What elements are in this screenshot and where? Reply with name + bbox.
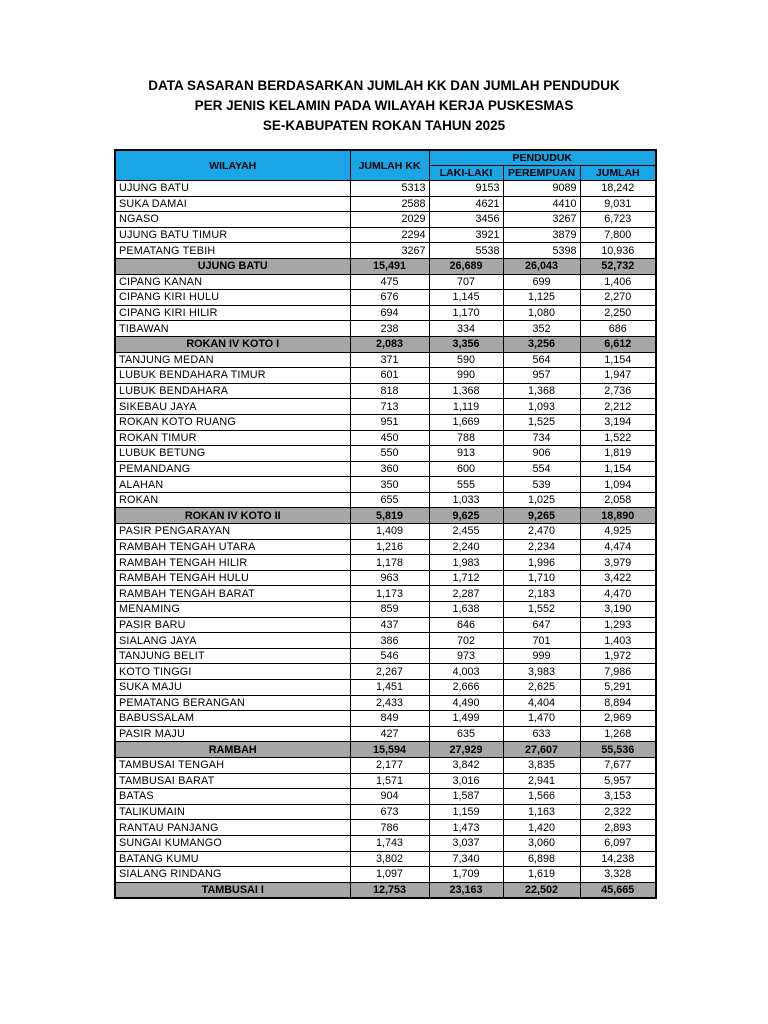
title-line-3: SE-KABUPATEN ROKAN TAHUN 2025 — [262, 118, 506, 133]
cell-perempuan: 2,941 — [503, 773, 580, 789]
cell-jumlah: 6,612 — [580, 336, 656, 352]
cell-jumlah-kk: 2,433 — [350, 695, 429, 711]
table-row — [115, 352, 656, 368]
cell-perempuan: 3,256 — [503, 336, 580, 352]
cell-jumlah-kk: 5313 — [350, 181, 429, 197]
cell-jumlah: 6,723 — [580, 212, 656, 228]
cell-jumlah-kk: 550 — [350, 446, 429, 462]
cell-wilayah: PEMATANG TEBIH — [115, 243, 350, 259]
cell-wilayah: SUKA DAMAI — [115, 196, 350, 212]
cell-jumlah-kk: 437 — [350, 617, 429, 633]
cell-jumlah: 9,031 — [580, 196, 656, 212]
cell-laki-laki: 1,145 — [429, 290, 503, 306]
cell-jumlah: 1,154 — [580, 461, 656, 477]
table-row — [115, 648, 656, 664]
cell-jumlah: 1,403 — [580, 633, 656, 649]
cell-jumlah: 18,242 — [580, 181, 656, 197]
cell-jumlah-kk: 475 — [350, 274, 429, 290]
cell-laki-laki: 3,842 — [429, 757, 503, 773]
table-header — [115, 150, 656, 181]
cell-laki-laki: 23,163 — [429, 882, 503, 898]
cell-wilayah: CIPANG KIRI HULU — [115, 290, 350, 306]
cell-wilayah: ROKAN KOTO RUANG — [115, 414, 350, 430]
cell-perempuan: 1,470 — [503, 711, 580, 727]
cell-wilayah: RAMBAH TENGAH BARAT — [115, 586, 350, 602]
cell-jumlah: 7,800 — [580, 227, 656, 243]
cell-jumlah: 2,322 — [580, 804, 656, 820]
cell-jumlah: 3,194 — [580, 414, 656, 430]
cell-perempuan: 701 — [503, 633, 580, 649]
cell-jumlah-kk: 546 — [350, 648, 429, 664]
cell-laki-laki: 4,003 — [429, 664, 503, 680]
table-body — [115, 181, 656, 899]
cell-jumlah-kk: 360 — [350, 461, 429, 477]
table-row — [115, 711, 656, 727]
cell-laki-laki: 9153 — [429, 181, 503, 197]
table-row — [115, 757, 656, 773]
cell-jumlah: 2,270 — [580, 290, 656, 306]
cell-perempuan: 957 — [503, 368, 580, 384]
cell-laki-laki: 334 — [429, 321, 503, 337]
cell-perempuan: 2,470 — [503, 524, 580, 540]
table-row — [115, 305, 656, 321]
cell-laki-laki: 1,638 — [429, 602, 503, 618]
cell-laki-laki: 9,625 — [429, 508, 503, 524]
cell-laki-laki: 26,689 — [429, 258, 503, 274]
subtotal-row — [115, 258, 656, 274]
cell-laki-laki: 4,490 — [429, 695, 503, 711]
cell-perempuan: 1,552 — [503, 602, 580, 618]
table-row — [115, 804, 656, 820]
cell-jumlah: 3,328 — [580, 867, 656, 883]
cell-perempuan: 5398 — [503, 243, 580, 259]
cell-perempuan: 734 — [503, 430, 580, 446]
cell-jumlah-kk: 1,743 — [350, 835, 429, 851]
cell-laki-laki: 5538 — [429, 243, 503, 259]
cell-wilayah: RAMBAH TENGAH UTARA — [115, 539, 350, 555]
cell-jumlah-kk: 2,177 — [350, 757, 429, 773]
cell-wilayah: BATANG KUMU — [115, 851, 350, 867]
cell-jumlah: 7,677 — [580, 757, 656, 773]
cell-jumlah: 1,947 — [580, 368, 656, 384]
cell-jumlah: 18,890 — [580, 508, 656, 524]
cell-jumlah: 5,957 — [580, 773, 656, 789]
table-row — [115, 243, 656, 259]
cell-jumlah-kk: 386 — [350, 633, 429, 649]
cell-wilayah: LUBUK BETUNG — [115, 446, 350, 462]
cell-wilayah: TIBAWAN — [115, 321, 350, 337]
table-row — [115, 617, 656, 633]
table-row — [115, 227, 656, 243]
cell-jumlah-kk: 12,753 — [350, 882, 429, 898]
cell-jumlah-kk: 1,571 — [350, 773, 429, 789]
table-row — [115, 555, 656, 571]
cell-laki-laki: 635 — [429, 726, 503, 742]
cell-perempuan: 27,607 — [503, 742, 580, 758]
cell-jumlah-kk: 818 — [350, 383, 429, 399]
cell-jumlah-kk: 1,178 — [350, 555, 429, 571]
table-row — [115, 321, 656, 337]
cell-wilayah: BABUSSALAM — [115, 711, 350, 727]
cell-jumlah: 55,536 — [580, 742, 656, 758]
cell-jumlah: 4,470 — [580, 586, 656, 602]
table-row — [115, 789, 656, 805]
cell-perempuan: 564 — [503, 352, 580, 368]
cell-wilayah: PEMATANG BERANGAN — [115, 695, 350, 711]
cell-jumlah-kk: 2029 — [350, 212, 429, 228]
cell-wilayah: TAMBUSAI TENGAH — [115, 757, 350, 773]
cell-laki-laki: 788 — [429, 430, 503, 446]
cell-laki-laki: 3,016 — [429, 773, 503, 789]
cell-perempuan: 3,835 — [503, 757, 580, 773]
cell-jumlah: 5,291 — [580, 680, 656, 696]
cell-wilayah: UJUNG BATU — [115, 258, 350, 274]
cell-laki-laki: 707 — [429, 274, 503, 290]
cell-jumlah-kk: 238 — [350, 321, 429, 337]
cell-jumlah-kk: 1,216 — [350, 539, 429, 555]
cell-jumlah-kk: 2,267 — [350, 664, 429, 680]
cell-perempuan: 3,060 — [503, 835, 580, 851]
cell-wilayah: PASIR PENGARAYAN — [115, 524, 350, 540]
table-row — [115, 867, 656, 883]
table-row — [115, 196, 656, 212]
cell-wilayah: CIPANG KANAN — [115, 274, 350, 290]
cell-perempuan: 9,265 — [503, 508, 580, 524]
cell-jumlah-kk: 15,594 — [350, 742, 429, 758]
cell-perempuan: 2,183 — [503, 586, 580, 602]
cell-laki-laki: 590 — [429, 352, 503, 368]
cell-jumlah: 1,094 — [580, 477, 656, 493]
header-jumlah: JUMLAH — [580, 166, 656, 181]
cell-wilayah: BATAS — [115, 789, 350, 805]
table-row — [115, 368, 656, 384]
subtotal-row — [115, 882, 656, 898]
cell-perempuan: 1,996 — [503, 555, 580, 571]
subtotal-row — [115, 336, 656, 352]
cell-jumlah-kk: 694 — [350, 305, 429, 321]
cell-perempuan: 1,525 — [503, 414, 580, 430]
cell-laki-laki: 4621 — [429, 196, 503, 212]
cell-jumlah: 686 — [580, 321, 656, 337]
cell-jumlah: 2,212 — [580, 399, 656, 415]
cell-jumlah: 2,893 — [580, 820, 656, 836]
cell-laki-laki: 1,499 — [429, 711, 503, 727]
cell-jumlah-kk: 676 — [350, 290, 429, 306]
cell-perempuan: 1,420 — [503, 820, 580, 836]
table-row — [115, 695, 656, 711]
cell-jumlah: 3,190 — [580, 602, 656, 618]
cell-perempuan: 633 — [503, 726, 580, 742]
cell-perempuan: 3879 — [503, 227, 580, 243]
cell-perempuan: 1,619 — [503, 867, 580, 883]
cell-laki-laki: 1,709 — [429, 867, 503, 883]
cell-wilayah: ROKAN IV KOTO I — [115, 336, 350, 352]
cell-laki-laki: 973 — [429, 648, 503, 664]
table-row — [115, 212, 656, 228]
cell-perempuan: 4410 — [503, 196, 580, 212]
cell-jumlah: 14,238 — [580, 851, 656, 867]
table-row — [115, 290, 656, 306]
cell-laki-laki: 1,983 — [429, 555, 503, 571]
cell-laki-laki: 1,587 — [429, 789, 503, 805]
title-line-2: PER JENIS KELAMIN PADA WILAYAH KERJA PUSKESMAS — [194, 98, 574, 113]
cell-wilayah: ALAHAN — [115, 477, 350, 493]
cell-perempuan: 1,163 — [503, 804, 580, 820]
cell-perempuan: 1,080 — [503, 305, 580, 321]
table-row — [115, 446, 656, 462]
cell-jumlah-kk: 3267 — [350, 243, 429, 259]
cell-wilayah: ROKAN IV KOTO II — [115, 508, 350, 524]
cell-jumlah: 3,979 — [580, 555, 656, 571]
header-penduduk: PENDUDUK — [429, 150, 656, 166]
header-jumlah-kk: JUMLAH KK — [350, 150, 429, 181]
cell-jumlah-kk: 673 — [350, 804, 429, 820]
cell-laki-laki: 3,037 — [429, 835, 503, 851]
cell-jumlah-kk: 786 — [350, 820, 429, 836]
cell-laki-laki: 555 — [429, 477, 503, 493]
table-row — [115, 181, 656, 197]
header-laki-laki: LAKI-LAKI — [429, 166, 503, 181]
cell-laki-laki: 2,287 — [429, 586, 503, 602]
cell-jumlah: 4,925 — [580, 524, 656, 540]
cell-jumlah: 2,736 — [580, 383, 656, 399]
cell-laki-laki: 1,033 — [429, 492, 503, 508]
cell-laki-laki: 1,473 — [429, 820, 503, 836]
cell-wilayah: UJUNG BATU — [115, 181, 350, 197]
table-row — [115, 664, 656, 680]
table-row — [115, 477, 656, 493]
cell-wilayah: SIKEBAU JAYA — [115, 399, 350, 415]
cell-jumlah-kk: 904 — [350, 789, 429, 805]
cell-jumlah-kk: 1,451 — [350, 680, 429, 696]
cell-wilayah: SUNGAI KUMANGO — [115, 835, 350, 851]
cell-laki-laki: 7,340 — [429, 851, 503, 867]
cell-perempuan: 699 — [503, 274, 580, 290]
cell-jumlah: 52,732 — [580, 258, 656, 274]
cell-wilayah: SIALANG RINDANG — [115, 867, 350, 883]
cell-wilayah: TANJUNG BELIT — [115, 648, 350, 664]
cell-jumlah-kk: 2294 — [350, 227, 429, 243]
cell-wilayah: MENAMING — [115, 602, 350, 618]
cell-laki-laki: 3921 — [429, 227, 503, 243]
cell-perempuan: 2,625 — [503, 680, 580, 696]
title-line-1: DATA SASARAN BERDASARKAN JUMLAH KK DAN JUMLAH PENDUDUK — [148, 78, 620, 93]
table-row — [115, 633, 656, 649]
cell-wilayah: UJUNG BATU TIMUR — [115, 227, 350, 243]
header-perempuan: PEREMPUAN — [503, 166, 580, 181]
cell-wilayah: KOTO TINGGI — [115, 664, 350, 680]
cell-laki-laki: 2,666 — [429, 680, 503, 696]
cell-jumlah-kk: 951 — [350, 414, 429, 430]
cell-jumlah-kk: 713 — [350, 399, 429, 415]
cell-jumlah-kk: 3,802 — [350, 851, 429, 867]
cell-jumlah-kk: 15,491 — [350, 258, 429, 274]
cell-laki-laki: 1,170 — [429, 305, 503, 321]
cell-laki-laki: 990 — [429, 368, 503, 384]
table-row — [115, 492, 656, 508]
cell-laki-laki: 646 — [429, 617, 503, 633]
cell-jumlah-kk: 963 — [350, 570, 429, 586]
cell-jumlah-kk: 601 — [350, 368, 429, 384]
table-row — [115, 680, 656, 696]
subtotal-row — [115, 742, 656, 758]
table-row — [115, 399, 656, 415]
cell-laki-laki: 913 — [429, 446, 503, 462]
cell-jumlah-kk: 859 — [350, 602, 429, 618]
cell-perempuan: 999 — [503, 648, 580, 664]
table-row — [115, 414, 656, 430]
table-row — [115, 835, 656, 851]
table-row — [115, 773, 656, 789]
cell-wilayah: SUKA MAJU — [115, 680, 350, 696]
cell-wilayah: TAMBUSAI BARAT — [115, 773, 350, 789]
cell-wilayah: PASIR BARU — [115, 617, 350, 633]
cell-jumlah: 1,972 — [580, 648, 656, 664]
table-row — [115, 586, 656, 602]
cell-jumlah: 1,293 — [580, 617, 656, 633]
cell-wilayah: CIPANG KIRI HILIR — [115, 305, 350, 321]
cell-jumlah: 8,894 — [580, 695, 656, 711]
cell-perempuan: 1,093 — [503, 399, 580, 415]
table-row — [115, 539, 656, 555]
cell-laki-laki: 1,119 — [429, 399, 503, 415]
cell-laki-laki: 1,159 — [429, 804, 503, 820]
table-row — [115, 726, 656, 742]
cell-perempuan: 3267 — [503, 212, 580, 228]
cell-laki-laki: 1,669 — [429, 414, 503, 430]
cell-laki-laki: 3456 — [429, 212, 503, 228]
cell-wilayah: RAMBAH — [115, 742, 350, 758]
cell-jumlah-kk: 2588 — [350, 196, 429, 212]
cell-jumlah-kk: 1,097 — [350, 867, 429, 883]
cell-jumlah: 1,819 — [580, 446, 656, 462]
cell-wilayah: RAMBAH TENGAH HILIR — [115, 555, 350, 571]
cell-wilayah: RANTAU PANJANG — [115, 820, 350, 836]
table-row — [115, 851, 656, 867]
cell-perempuan: 906 — [503, 446, 580, 462]
cell-laki-laki: 2,240 — [429, 539, 503, 555]
cell-wilayah: TAMBUSAI I — [115, 882, 350, 898]
table-row — [115, 274, 656, 290]
table-row — [115, 820, 656, 836]
cell-perempuan: 352 — [503, 321, 580, 337]
cell-perempuan: 9089 — [503, 181, 580, 197]
cell-perempuan: 2,234 — [503, 539, 580, 555]
cell-jumlah: 2,969 — [580, 711, 656, 727]
cell-wilayah: TALIKUMAIN — [115, 804, 350, 820]
cell-jumlah-kk: 1,173 — [350, 586, 429, 602]
cell-laki-laki: 600 — [429, 461, 503, 477]
cell-perempuan: 539 — [503, 477, 580, 493]
cell-jumlah-kk: 427 — [350, 726, 429, 742]
cell-jumlah: 1,268 — [580, 726, 656, 742]
cell-jumlah: 6,097 — [580, 835, 656, 851]
cell-jumlah-kk: 655 — [350, 492, 429, 508]
cell-laki-laki: 702 — [429, 633, 503, 649]
cell-jumlah-kk: 371 — [350, 352, 429, 368]
cell-jumlah-kk: 350 — [350, 477, 429, 493]
cell-perempuan: 26,043 — [503, 258, 580, 274]
cell-wilayah: SIALANG JAYA — [115, 633, 350, 649]
header-wilayah: WILAYAH — [115, 150, 350, 181]
cell-laki-laki: 3,356 — [429, 336, 503, 352]
document-title — [0, 76, 768, 136]
cell-jumlah: 1,406 — [580, 274, 656, 290]
cell-jumlah: 7,986 — [580, 664, 656, 680]
cell-jumlah-kk: 849 — [350, 711, 429, 727]
cell-laki-laki: 2,455 — [429, 524, 503, 540]
cell-laki-laki: 1,712 — [429, 570, 503, 586]
cell-jumlah: 4,474 — [580, 539, 656, 555]
cell-jumlah-kk: 5,819 — [350, 508, 429, 524]
table-row — [115, 602, 656, 618]
cell-perempuan: 647 — [503, 617, 580, 633]
cell-laki-laki: 1,368 — [429, 383, 503, 399]
cell-perempuan: 1,368 — [503, 383, 580, 399]
cell-perempuan: 4,404 — [503, 695, 580, 711]
cell-perempuan: 1,566 — [503, 789, 580, 805]
cell-perempuan: 1,125 — [503, 290, 580, 306]
cell-jumlah-kk: 450 — [350, 430, 429, 446]
cell-jumlah: 3,153 — [580, 789, 656, 805]
table-row — [115, 383, 656, 399]
cell-jumlah: 1,522 — [580, 430, 656, 446]
table-row — [115, 430, 656, 446]
table-row — [115, 524, 656, 540]
cell-perempuan: 3,983 — [503, 664, 580, 680]
cell-jumlah-kk: 1,409 — [350, 524, 429, 540]
cell-perempuan: 6,898 — [503, 851, 580, 867]
table-row — [115, 570, 656, 586]
cell-jumlah: 1,154 — [580, 352, 656, 368]
cell-perempuan: 554 — [503, 461, 580, 477]
cell-jumlah: 2,250 — [580, 305, 656, 321]
cell-wilayah: NGASO — [115, 212, 350, 228]
cell-jumlah: 10,936 — [580, 243, 656, 259]
cell-wilayah: LUBUK BENDAHARA TIMUR — [115, 368, 350, 384]
cell-jumlah: 2,058 — [580, 492, 656, 508]
subtotal-row — [115, 508, 656, 524]
cell-wilayah: ROKAN TIMUR — [115, 430, 350, 446]
cell-perempuan: 22,502 — [503, 882, 580, 898]
cell-jumlah: 3,422 — [580, 570, 656, 586]
cell-perempuan: 1,025 — [503, 492, 580, 508]
cell-laki-laki: 27,929 — [429, 742, 503, 758]
table-row — [115, 461, 656, 477]
cell-wilayah: PEMANDANG — [115, 461, 350, 477]
cell-jumlah-kk: 2,083 — [350, 336, 429, 352]
cell-perempuan: 1,710 — [503, 570, 580, 586]
population-table — [114, 149, 657, 899]
cell-wilayah: ROKAN — [115, 492, 350, 508]
cell-wilayah: PASIR MAJU — [115, 726, 350, 742]
cell-wilayah: TANJUNG MEDAN — [115, 352, 350, 368]
cell-wilayah: RAMBAH TENGAH HULU — [115, 570, 350, 586]
cell-wilayah: LUBUK BENDAHARA — [115, 383, 350, 399]
cell-jumlah: 45,665 — [580, 882, 656, 898]
